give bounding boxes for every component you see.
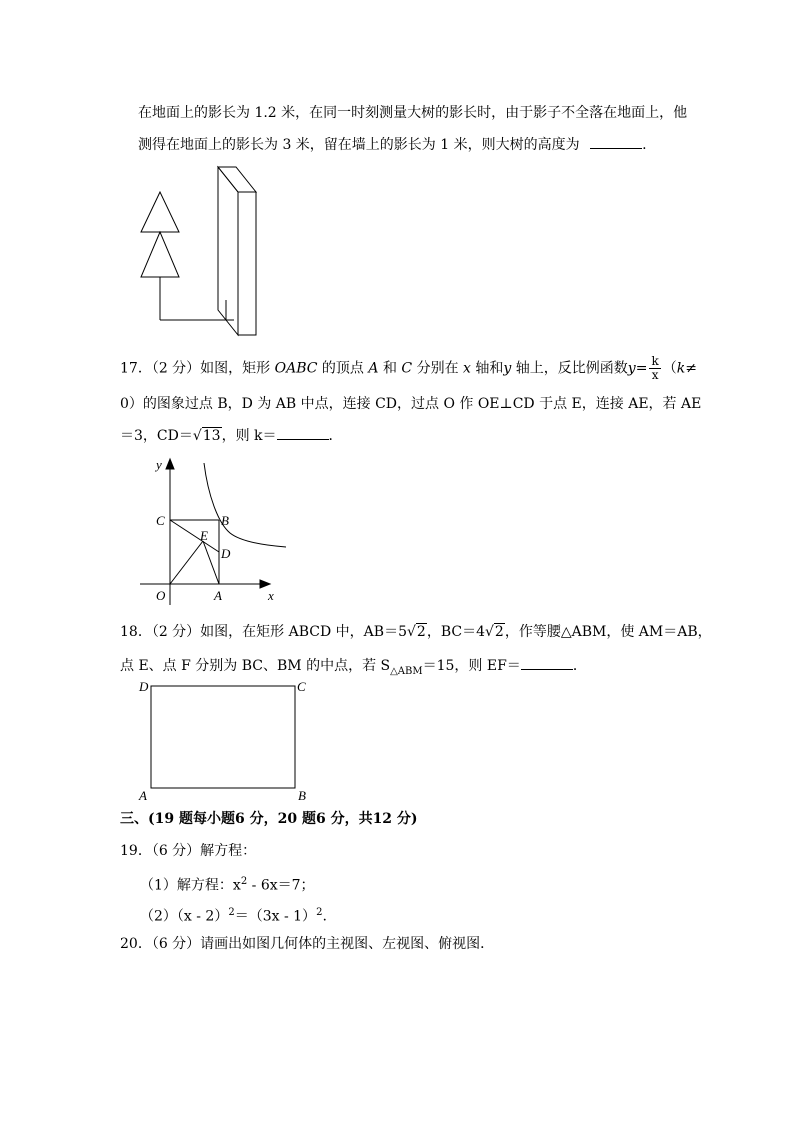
tree-bottom-triangle <box>141 232 179 277</box>
x-axis-arrow <box>260 580 270 588</box>
sqrt-2-b: √2 <box>485 624 504 640</box>
sqrt-2-a: √2 <box>406 624 426 640</box>
label-B: B <box>221 513 229 528</box>
rectangle-ABCD <box>151 686 295 788</box>
segment-OE <box>170 541 203 584</box>
q20-title: 20．（6 分）请画出如图几何体的主视图、左视图、俯视图． <box>120 936 495 952</box>
label-x: x <box>268 588 274 603</box>
label-E: E <box>200 528 208 543</box>
q17-answer-blank[interactable] <box>277 425 329 440</box>
q18-line1: 18．（2 分）如图，在矩形 ABCD 中，AB＝5√2，BC＝4√2，作等腰△ABM，使 AM＝AB， <box>120 624 712 640</box>
q19-title: 19．（6 分）解方程： <box>120 843 257 859</box>
hyperbola-curve <box>204 463 286 547</box>
label-O: O <box>156 588 166 603</box>
q17-line3: ＝3，CD＝√13，则 k＝ ． <box>120 425 343 446</box>
q17-line2: 0）的图象过点 B，D 为 AB 中点，连接 CD，过点 O 作 OE⊥CD 于点 E，连接 AE，若 AE <box>120 396 702 412</box>
q16-line2: 测得在地面上的影长为 3 米，留在墙上的影长为 1 米，则大树的高度为 . <box>138 134 647 155</box>
label-A: A <box>214 588 222 603</box>
wall-top <box>218 167 256 192</box>
q19-part2: （2）（x - 2）$^2$＝（3x - 1）$^2$. <box>140 907 327 925</box>
wall-front <box>218 167 238 335</box>
q16-answer-blank[interactable] <box>590 134 642 149</box>
k-over-x-fraction: $\frac{k}{x}$ <box>651 354 659 382</box>
label-y: y <box>156 457 162 472</box>
segment-CD <box>170 520 219 552</box>
segment-AE <box>203 541 219 584</box>
label-C: C <box>156 513 165 528</box>
y-axis-arrow <box>166 459 174 469</box>
q18-figure <box>135 678 315 803</box>
q17-figure <box>140 455 290 605</box>
q19-part1: （1）解方程：$x^2 - 6x=7$； <box>140 876 315 894</box>
q16-line1: 在地面上的影长为 1.2 米，在同一时刻测量大树的影长时，由于影子不全落在地面上，他 <box>138 105 688 121</box>
wall-side <box>238 192 256 335</box>
q17-line1: 17．（2 分）如图，矩形 OABC 的顶点 A 和 C 分别在 x 轴和y 轴上，反比例函数y= $\frac{k}{x}$ （k≠ <box>120 354 697 382</box>
q18-line2: 点 E、点 F 分别为 BC、BM 的中点，若 $S_{\triangle ABM}=15$，则 EF＝ ． <box>120 655 587 682</box>
sqrt-13: √13 <box>192 428 221 444</box>
section-3-heading: 三、(19 题每小题6 分，20 题6 分，共12 分) <box>120 811 418 827</box>
label-D: D <box>139 679 149 694</box>
q16-figure <box>130 160 270 345</box>
label-A: A <box>139 788 147 803</box>
label-C: C <box>297 679 306 694</box>
q18-answer-blank[interactable] <box>521 655 573 670</box>
tree-top-triangle <box>141 192 179 232</box>
label-B: B <box>298 788 306 803</box>
label-D: D <box>221 546 231 561</box>
